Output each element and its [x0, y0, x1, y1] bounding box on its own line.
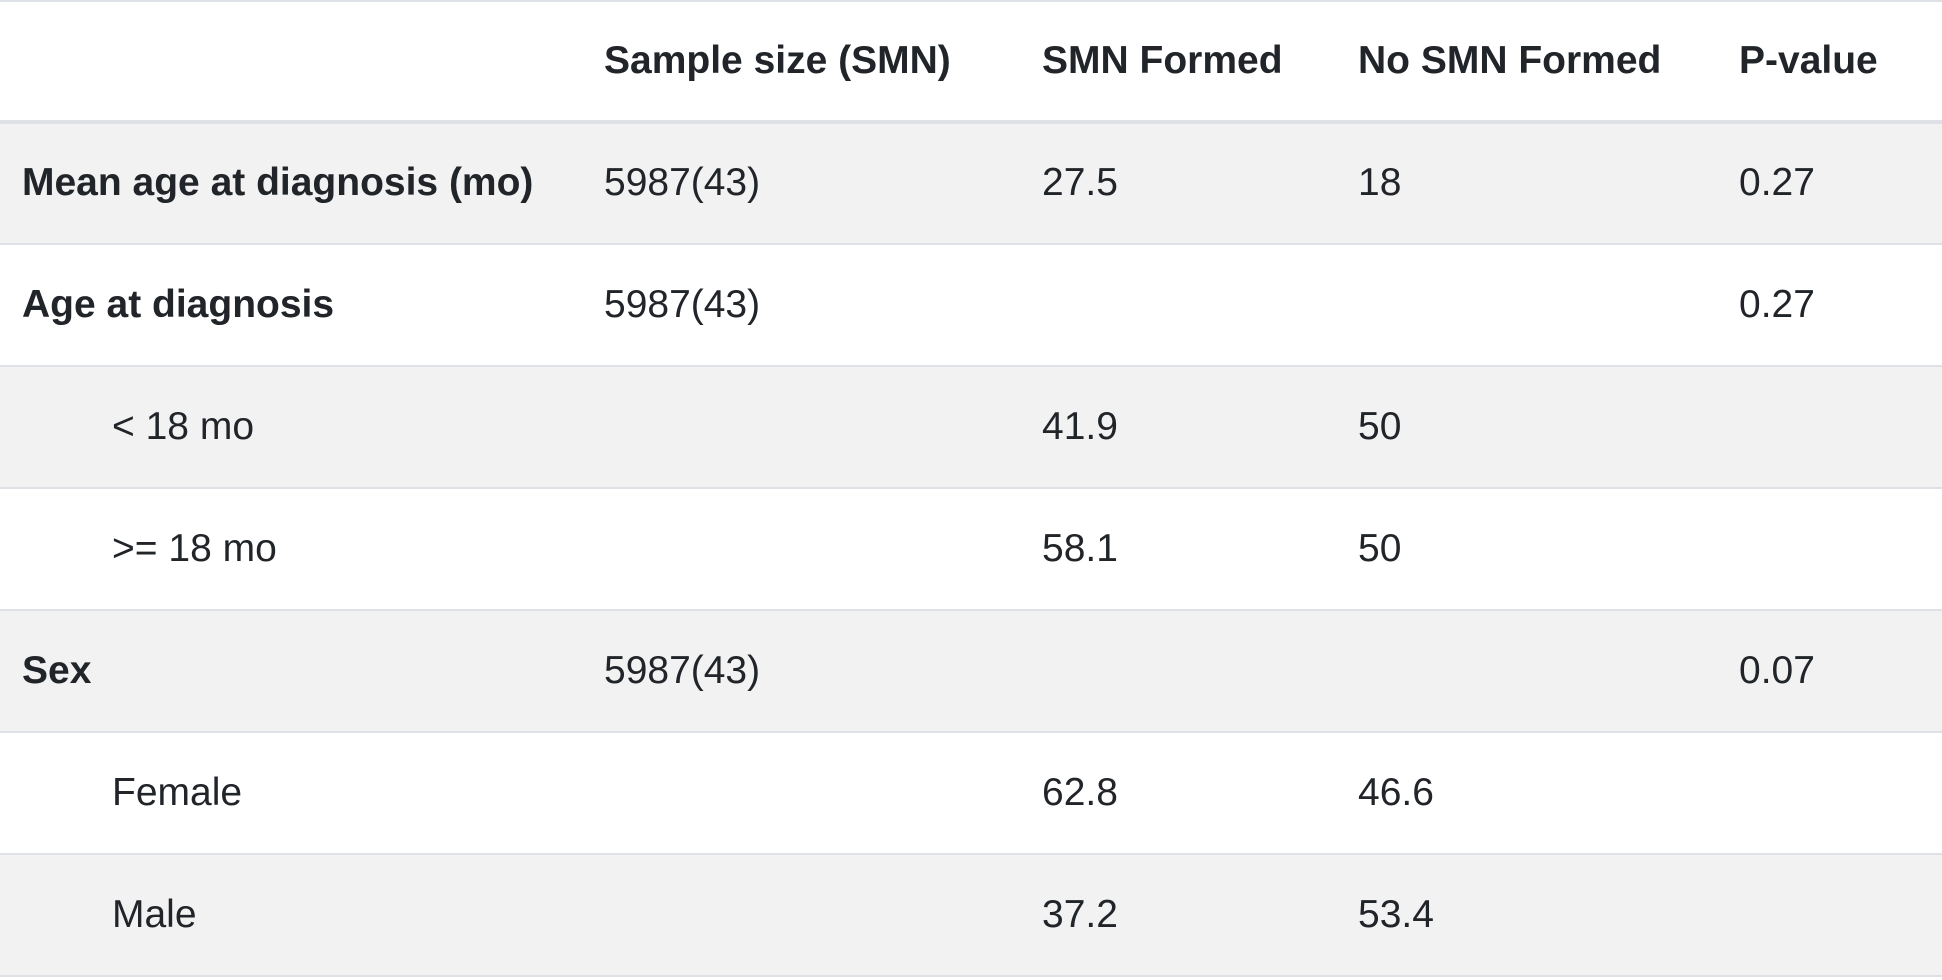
cell-p-value	[1739, 732, 1942, 854]
cell-no-smn-formed: 50	[1358, 526, 1402, 570]
cell-sample-size: 5987(43)	[604, 282, 761, 326]
cell-p-value	[1739, 488, 1942, 610]
table-header	[0, 1, 1942, 122]
cell-sample-size	[604, 854, 1042, 976]
table-row	[0, 122, 1942, 244]
cell-no-smn-formed	[1358, 244, 1739, 366]
cell-smn-formed: 27.5	[1042, 161, 1118, 205]
cell-no-smn-formed: 18	[1358, 161, 1402, 205]
cell-sample-size: 5987(43)	[604, 161, 761, 205]
cell-sample-size: 5987(43)	[604, 648, 761, 692]
cell-sample-size	[604, 732, 1042, 854]
table-row	[0, 244, 1942, 366]
row-label: Age at diagnosis	[22, 282, 335, 326]
cell-sample-size	[604, 488, 1042, 610]
cell-no-smn-formed: 53.4	[1358, 892, 1434, 936]
row-label: >= 18 mo	[112, 526, 277, 570]
cell-no-smn-formed: 50	[1358, 404, 1402, 448]
row-label: Female	[112, 770, 243, 814]
header-cell-label	[0, 1, 604, 122]
header-cell-p-value: P-value	[1739, 38, 1878, 82]
cell-smn-formed	[1042, 610, 1358, 732]
table-row	[0, 610, 1942, 732]
header-cell-no-smn-formed: No SMN Formed	[1358, 38, 1662, 82]
row-label: Mean age at diagnosis (mo)	[22, 161, 534, 205]
cell-smn-formed	[1042, 244, 1358, 366]
row-label: Sex	[22, 648, 92, 692]
cell-no-smn-formed: 46.6	[1358, 770, 1434, 814]
cell-smn-formed: 62.8	[1042, 770, 1118, 814]
cell-p-value	[1739, 854, 1942, 976]
table-row	[0, 488, 1942, 610]
cell-smn-formed: 37.2	[1042, 892, 1118, 936]
row-label: < 18 mo	[112, 404, 255, 448]
table-row	[0, 854, 1942, 976]
cell-smn-formed: 58.1	[1042, 526, 1118, 570]
cell-sample-size	[604, 366, 1042, 488]
cell-no-smn-formed	[1358, 610, 1739, 732]
cell-p-value	[1739, 366, 1942, 488]
cell-p-value: 0.27	[1739, 282, 1815, 326]
table-body	[0, 122, 1942, 976]
table-row	[0, 366, 1942, 488]
cell-p-value: 0.07	[1739, 648, 1815, 692]
header-cell-smn-formed: SMN Formed	[1042, 38, 1283, 82]
header-row	[0, 1, 1942, 122]
table-row	[0, 732, 1942, 854]
cell-p-value: 0.27	[1739, 161, 1815, 205]
header-cell-sample-size: Sample size (SMN)	[604, 38, 951, 82]
cell-smn-formed: 41.9	[1042, 404, 1118, 448]
row-label: Male	[112, 892, 197, 936]
